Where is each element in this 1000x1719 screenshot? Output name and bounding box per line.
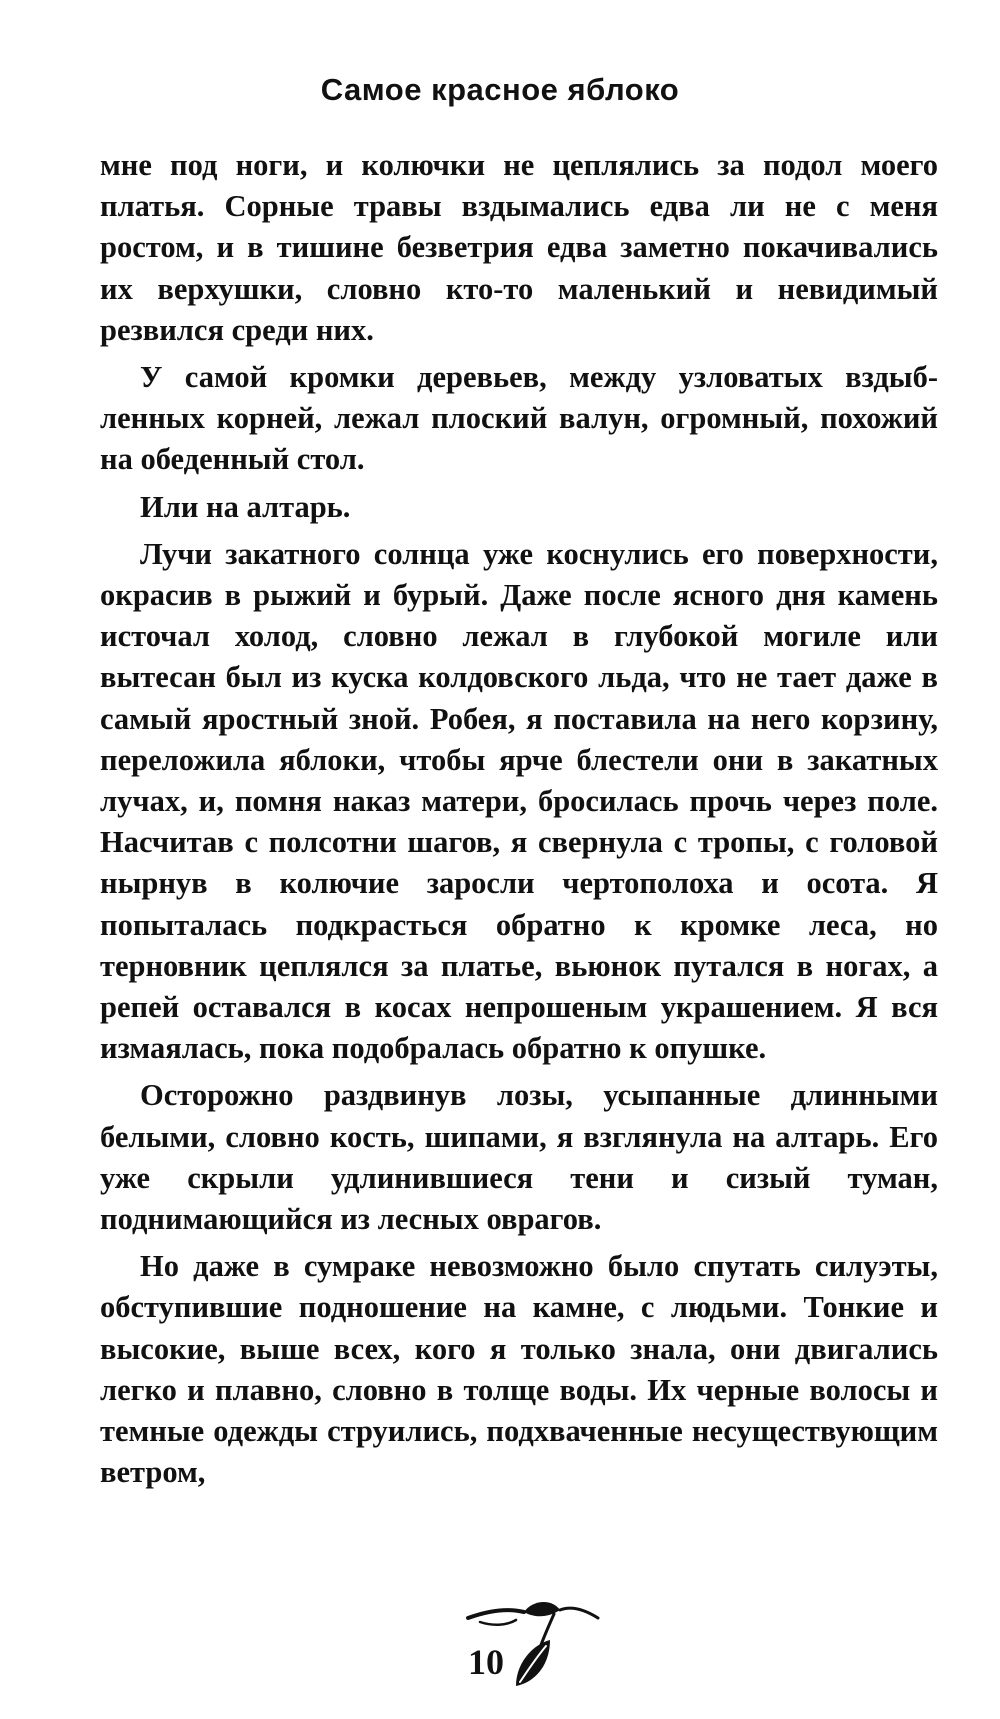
paragraph-5: Осторожно раздвинув лозы, усыпанные длинными белыми, словно кость, шипами, я взглянула на алтарь. Его уже скрыли удлинившиеся тени и сизый туман, поднимающийся из лесных оврагов. [100, 1078, 938, 1237]
page-number: 10 [468, 1642, 504, 1682]
leaf-sprig-icon [420, 1570, 640, 1700]
paragraph-3: Или на алтарь. [140, 489, 351, 524]
running-title: Самое красное яблоко [320, 72, 680, 107]
page-folio [420, 1570, 640, 1700]
paragraph-6: Но даже в сумраке невозможно было спутать силуэты, обступившие подношение на камне, с людьми. Тонкие и высокие, выше всех, кого я только знала, они двигались легко и плавно, словно в толще воды. Их черные волосы и темные одежды струились, подхваченные несуществующим ветром, [100, 1249, 938, 1490]
paragraph-2: У самой кромки деревьев, между узловатых вздыбленных корней, лежал плоский валун, огромный, похожий на обеденный стол. [100, 360, 938, 477]
paragraph-1: мне под ноги, и колючки не цеплялись за подол моего платья. Сорные травы вздымались едва ли не с меня ростом, и в тишине безветрия едва заметно покачивались их верхушки, словно кто-то маленький и невидимый резвился среди них. [100, 148, 938, 347]
body-text [100, 145, 938, 1494]
paragraph-4: Лучи закатного солнца уже коснулись его поверхности, окрасив в рыжий и бурый. Даже после ясного дня камень источал холод, словно лежал в глубокой могиле или вытесан был из куска колдовского льда, что не тает даже в самый яростный зной. Робея, я поставила на него корзину, переложила яблоки, чтобы ярче блестели они в закатных лучах, и, помня наказ матери, бросилась прочь через поле. Насчитав с полсотни шагов, я свернула с тропы, с головой нырнув в колючие заросли чертополоха и осота. Я попыталась подкрасться обратно к кромке леса, но терновник цеплялся за платье, вьюнок путался в ногах, а репей оставался в косах непрошеным украшением. Я вся измаялась, пока подобралась обратно к опушке. [100, 536, 938, 1066]
